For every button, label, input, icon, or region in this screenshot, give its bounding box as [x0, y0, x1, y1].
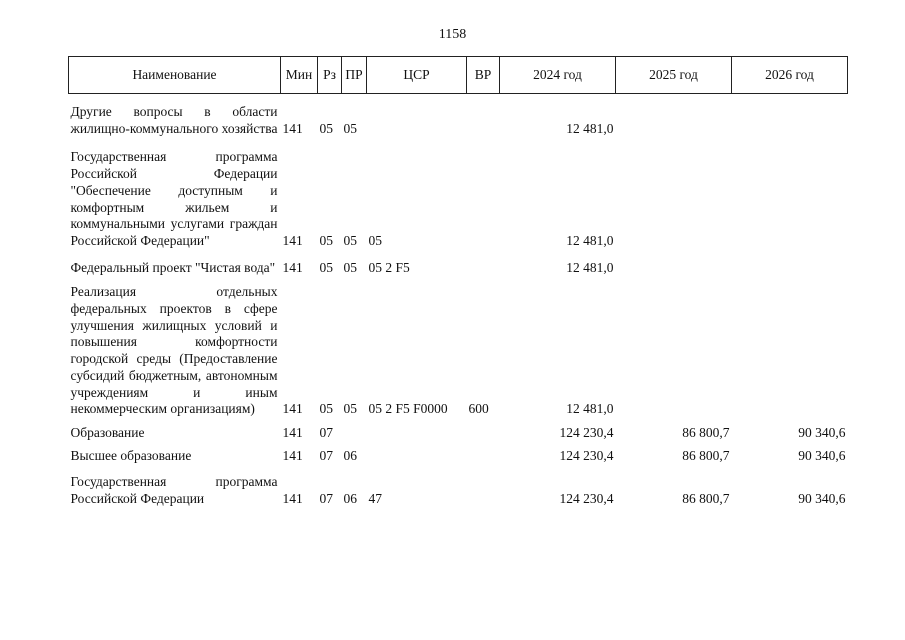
cell-y2025: 86 800,7	[682, 447, 730, 463]
cell-y2025	[616, 278, 732, 420]
header-rz: Рз	[318, 57, 342, 94]
cell-name: Реализация отдельных федеральных проектов в сфере улучшения жилищных условий и повышения комфортности городской среды (Предоставление субсидий бюджетным, автономным учреждениям и иным некоммерческим организациям)	[70, 284, 278, 417]
cell-pr: 05	[343, 232, 357, 248]
cell-csr	[367, 420, 467, 444]
cell-rz: 05	[319, 401, 333, 417]
cell-vr	[467, 139, 500, 251]
cell-y2025	[616, 139, 732, 251]
cell-min: 141	[282, 424, 303, 440]
cell-min: 141	[282, 120, 303, 136]
table-row	[69, 444, 848, 467]
cell-csr: 05 2 F5	[368, 259, 410, 275]
cell-pr	[342, 420, 367, 444]
cell-pr: 06	[343, 491, 357, 507]
cell-y2026: 90 340,6	[798, 491, 846, 507]
cell-csr: 47	[368, 491, 382, 507]
cell-y2026	[732, 278, 848, 420]
cell-rz: 07	[319, 491, 333, 507]
cell-name: Образование	[70, 424, 145, 440]
table-row	[69, 94, 848, 140]
cell-vr	[467, 252, 500, 279]
cell-min: 141	[282, 491, 303, 507]
cell-min: 141	[282, 232, 303, 248]
table-header-row	[69, 57, 848, 94]
cell-y2024: 12 481,0	[566, 259, 614, 275]
table-row	[69, 466, 848, 509]
cell-pr: 05	[343, 401, 357, 417]
page-number: 1158	[438, 27, 467, 42]
cell-y2025: 86 800,7	[682, 491, 730, 507]
cell-csr	[367, 94, 467, 140]
cell-vr	[467, 94, 500, 140]
cell-y2026: 90 340,6	[798, 447, 846, 463]
cell-y2026	[732, 252, 848, 279]
cell-y2025	[616, 94, 732, 140]
cell-rz: 05	[319, 120, 333, 136]
cell-pr: 06	[343, 447, 357, 463]
cell-rz: 05	[319, 232, 333, 248]
header-vr: ВР	[467, 57, 500, 94]
cell-vr	[467, 444, 500, 467]
table-row	[69, 278, 848, 420]
cell-y2026	[732, 94, 848, 140]
cell-y2025	[616, 252, 732, 279]
cell-rz: 05	[319, 259, 333, 275]
cell-y2026: 90 340,6	[798, 424, 846, 440]
header-csr: ЦСР	[367, 57, 467, 94]
cell-name: Высшее образование	[70, 447, 192, 463]
cell-rz: 07	[319, 424, 333, 440]
table-row	[69, 139, 848, 251]
cell-y2024: 12 481,0	[566, 401, 614, 417]
cell-y2024: 124 230,4	[559, 424, 614, 440]
budget-table	[68, 56, 848, 510]
cell-rz: 07	[319, 447, 333, 463]
cell-y2024: 124 230,4	[559, 447, 614, 463]
cell-name: Государственная программа Российской Федерации "Обеспечение доступным и комфортным жильем и коммунальными услугами граждан Российской Федерации"	[70, 149, 278, 248]
cell-y2025: 86 800,7	[682, 424, 730, 440]
table-row	[69, 420, 848, 444]
cell-pr: 05	[343, 120, 357, 136]
cell-min: 141	[282, 401, 303, 417]
cell-vr: 600	[468, 401, 489, 417]
table-row	[69, 252, 848, 279]
cell-name: Другие вопросы в области жилищно-коммунального хозяйства	[70, 104, 278, 136]
cell-y2024: 12 481,0	[566, 232, 614, 248]
cell-vr	[467, 420, 500, 444]
cell-name: Федеральный проект "Чистая вода"	[70, 259, 276, 275]
header-2025: 2025 год	[616, 57, 732, 94]
cell-y2024: 124 230,4	[559, 491, 614, 507]
cell-min: 141	[282, 447, 303, 463]
cell-vr	[467, 466, 500, 509]
cell-y2024: 12 481,0	[566, 120, 614, 136]
header-2024: 2024 год	[500, 57, 616, 94]
header-pr: ПР	[342, 57, 367, 94]
cell-csr: 05 2 F5 F0000	[368, 401, 448, 417]
cell-y2026	[732, 139, 848, 251]
header-2026: 2026 год	[732, 57, 848, 94]
header-min: Мин	[281, 57, 318, 94]
cell-min: 141	[282, 259, 303, 275]
cell-csr	[367, 444, 467, 467]
cell-csr: 05	[368, 232, 382, 248]
cell-pr: 05	[343, 259, 357, 275]
cell-name: Государственная программа Российской Федерации	[70, 474, 278, 507]
header-name: Наименование	[69, 57, 281, 94]
